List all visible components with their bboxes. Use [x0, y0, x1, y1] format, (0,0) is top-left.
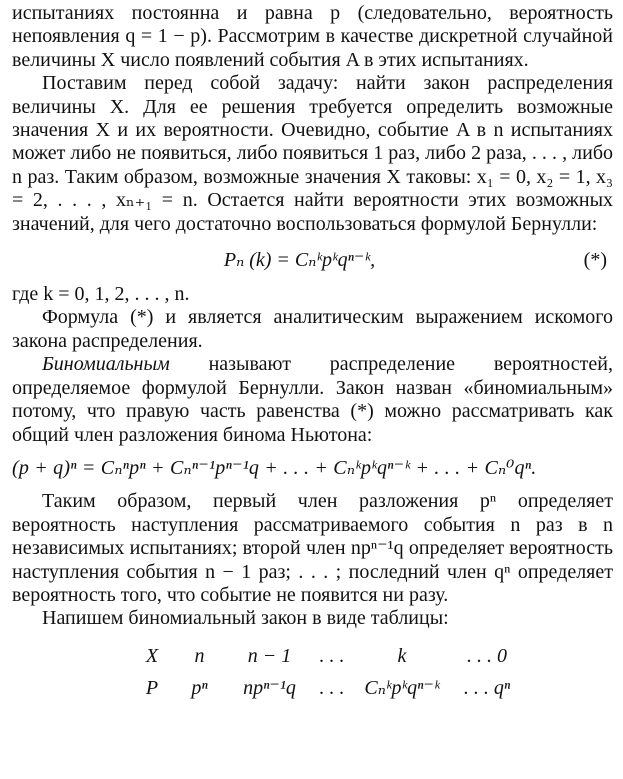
- table-cell: . . . qⁿ: [463, 677, 511, 700]
- table-cell: n: [194, 645, 205, 668]
- paragraph-continuation: испытаниях постоянна и равна p (следовательно, вероятность непоявления q = 1 − p). Рассмотрим в качестве дискретной случайной величины X число появлений события A в этих испытаниях.: [12, 2, 613, 71]
- paragraph-binomial-definition: [12, 353, 613, 447]
- formula-number: (*): [583, 249, 607, 272]
- bernoulli-formula: [12, 249, 613, 275]
- table-cell: pⁿ: [191, 677, 208, 700]
- table-cell: Cₙᵏpᵏqⁿ⁻ᵏ: [364, 677, 440, 700]
- paragraph-table-intro: Напишем биномиальный закон в виде таблицы:: [42, 607, 449, 630]
- paragraph-formula-meaning: Формула (*) и является аналитическим выражением искомого закона распределения.: [12, 306, 613, 352]
- table-cell: P: [145, 677, 159, 700]
- paragraph-expansion-terms: Таким образом, первый член разложения pⁿ определяет вероятность наступления рассматриваемого события n раз в n независимых испытаниях; второй член npⁿ⁻¹q определяет вероятность наступления события n − 1 раз; . . . ; последний член qⁿ определяет вероятность того, что событие не появится ни разу.: [12, 490, 613, 606]
- binomial-distribution-table: [132, 641, 522, 705]
- bernoulli-formula-body: Pₙ (k) = Cₙᵏpᵏqⁿ⁻ᵏ,: [223, 249, 376, 272]
- table-cell: . . .: [319, 645, 345, 668]
- binomial-expansion-formula: (p + q)ⁿ = Cₙⁿpⁿ + Cₙⁿ⁻¹pⁿ⁻¹q + . . . + Cₙᵏpᵏqⁿ⁻ᵏ + . . . + Cₙ⁰qⁿ.: [12, 456, 537, 479]
- where-line: где k = 0, 1, 2, . . . , n.: [12, 283, 190, 306]
- table-cell: npⁿ⁻¹q: [243, 677, 296, 700]
- term-binomial: Биномиальным: [42, 353, 170, 376]
- paragraph-problem-statement: Поставим перед собой задачу: найти закон распределения величины X. Для ее решения требуется определить возможные значения X и их вероятности. Очевидно, событие A в n испытаниях может либо не появиться, либо появиться 1 раз, либо 2 раза, . . . , либо n раз. Таким образом, возможные значения X таковы: x₁ = 0, x₂ = 1, x₃ = 2, . . . , xₙ₊₁ = n. Остается найти вероятности этих возможных значений, для чего достаточно воспользоваться формулой Бернулли:: [12, 72, 613, 235]
- table-cell: k: [397, 645, 407, 668]
- table-cell: . . . 0: [467, 645, 507, 668]
- table-cell: . . .: [319, 677, 345, 700]
- table-cell: X: [145, 645, 159, 668]
- table-row-probabilities: [132, 673, 522, 705]
- definition-text: называют распределение вероятностей, определяемое формулой Бернулли. Закон назван «биномиальным» потому, что правую часть равенства (*) можно рассматривать как общий член разложения бинома Ньютона:: [12, 353, 613, 446]
- table-row-values: [132, 641, 522, 673]
- table-cell: n − 1: [247, 645, 292, 668]
